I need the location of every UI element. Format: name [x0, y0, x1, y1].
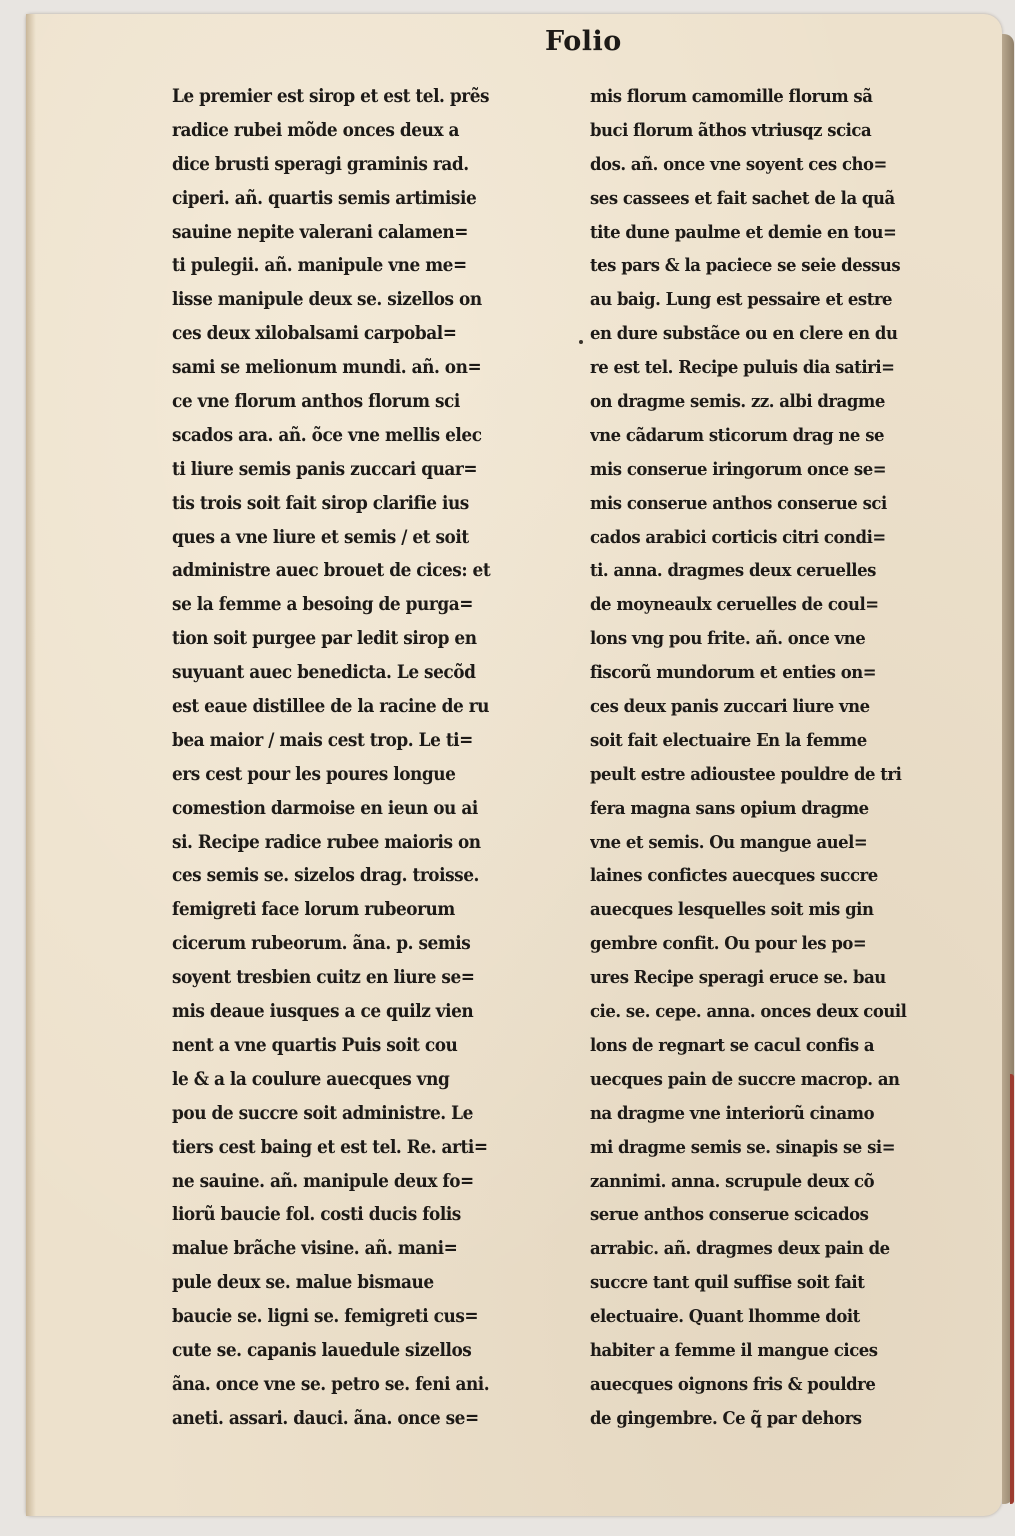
- column-dot: [579, 340, 583, 344]
- text-line: electuaire. Quant lhomme doit: [590, 1306, 860, 1328]
- text-line: ces deux panis zuccari liure vne: [590, 696, 870, 718]
- text-line: ses cassees et fait sachet de la quã: [590, 187, 895, 209]
- text-line: arrabic. añ. dragmes deux pain de: [590, 1238, 890, 1260]
- text-line: comestion darmoise en ieun ou ai: [172, 797, 478, 819]
- text-line: soit fait electuaire En la femme: [590, 729, 867, 751]
- text-line: est eaue distillee de la racine de ru: [172, 696, 489, 718]
- page-gutter-shadow: [26, 14, 36, 1516]
- text-line: dice brusti speragi graminis rad.: [172, 153, 469, 175]
- text-line: pou de succre soit administre. Le: [172, 1102, 473, 1124]
- text-line: vne et semis. Ou mangue auel=: [590, 831, 868, 853]
- text-line: ce vne florum anthos florum sci: [172, 391, 460, 413]
- text-line: aneti. assari. dauci. ãna. once se=: [172, 1407, 479, 1429]
- text-line: mis conserue iringorum once se=: [590, 458, 887, 480]
- text-line: pule deux se. malue bismaue: [172, 1272, 434, 1294]
- text-line: bea maior / mais cest trop. Le ti=: [172, 729, 473, 751]
- text-line: soyent tresbien cuitz en liure se=: [172, 967, 475, 989]
- text-line: buci florum ãthos vtriusqz scica: [590, 119, 872, 141]
- text-line: mis florum camomille florum sã: [590, 86, 873, 107]
- text-line: auecques lesquelles soit mis gin: [590, 899, 874, 921]
- text-line: re est tel. Recipe puluis dia satiri=: [590, 357, 895, 379]
- text-line: ti. anna. dragmes deux ceruelles: [590, 560, 876, 582]
- text-line: serue anthos conserue scicados: [590, 1204, 869, 1226]
- text-line: dos. añ. once vne soyent ces cho=: [590, 153, 887, 175]
- text-line: nent a vne quartis Puis soit cou: [172, 1034, 458, 1056]
- text-line: mi dragme semis se. sinapis se si=: [590, 1136, 896, 1158]
- text-line: cados arabici corticis citri condi=: [590, 526, 886, 548]
- text-line: malue brãche visine. añ. mani=: [172, 1238, 458, 1260]
- text-line: sami se melionum mundi. añ. on=: [172, 357, 482, 379]
- text-line: ãna. once vne se. petro se. feni ani.: [172, 1373, 490, 1395]
- text-line: cute se. capanis lauedule sizellos: [172, 1339, 472, 1361]
- text-line: ces semis se. sizelos drag. troisse.: [172, 865, 479, 887]
- text-line: tis trois soit fait sirop clarifie ius: [172, 492, 469, 514]
- text-line: au baig. Lung est pessaire et estre: [590, 289, 893, 311]
- text-line: mis conserue anthos conserue sci: [590, 492, 887, 514]
- right-text-column: [590, 80, 974, 1436]
- text-line: tite dune paulme et demie en tou=: [590, 221, 897, 243]
- text-line: gembre confit. Ou pour les po=: [590, 933, 867, 955]
- text-line: lons de regnart se cacul confis a: [590, 1034, 875, 1056]
- text-line: ne sauine. añ. manipule deux fo=: [172, 1170, 474, 1192]
- text-line: lons vng pou frite. añ. once vne: [590, 628, 866, 650]
- text-line: zannimi. anna. scrupule deux cõ: [590, 1170, 875, 1192]
- text-line: auecques oignons fris & pouldre: [590, 1373, 876, 1395]
- text-line: baucie se. ligni se. femigreti cus=: [172, 1306, 479, 1328]
- text-line: ti liure semis panis zuccari quar=: [172, 458, 478, 480]
- text-line: le & a la coulure auecques vng: [172, 1068, 450, 1090]
- text-line: ciperi. añ. quartis semis artimisie: [172, 187, 477, 209]
- text-line: tiers cest baing et est tel. Re. arti=: [172, 1136, 488, 1158]
- text-line: vne cãdarum sticorum drag ne se: [590, 424, 885, 446]
- folio-header: Folio: [545, 26, 622, 57]
- text-line: on dragme semis. zz. albi dragme: [590, 391, 885, 413]
- text-line: si. Recipe radice rubee maioris on: [172, 831, 481, 853]
- text-line: uecques pain de succre macrop. an: [590, 1068, 900, 1090]
- left-text-column: [172, 80, 577, 1436]
- text-line: en dure substãce ou en clere en du: [590, 323, 898, 345]
- text-line: cicerum rubeorum. ãna. p. semis: [172, 933, 471, 955]
- text-line: Le premier est sirop et est tel. prẽs: [172, 86, 490, 107]
- text-line: de gingembre. Ce q̃ par dehors: [590, 1407, 862, 1429]
- text-line: ces deux xilobalsami carpobal=: [172, 323, 457, 345]
- text-line: peult estre adioustee pouldre de tri: [590, 763, 902, 785]
- text-line: ers cest pour les poures longue: [172, 763, 456, 785]
- text-line: mis deaue iusques a ce quilz vien: [172, 1001, 474, 1023]
- text-line: suyuant auec benedicta. Le secõd: [172, 662, 476, 684]
- text-line: laines confictes auecques succre: [590, 865, 878, 887]
- text-line: femigreti face lorum rubeorum: [172, 899, 455, 921]
- text-line: lisse manipule deux se. sizellos on: [172, 289, 482, 311]
- red-page-edge: [1010, 1074, 1014, 1504]
- text-line: cie. se. cepe. anna. onces deux couil: [590, 1001, 907, 1023]
- text-line: liorũ baucie fol. costi ducis folis: [172, 1204, 461, 1226]
- text-line: se la femme a besoing de purga=: [172, 594, 473, 616]
- text-line: radice rubei mõde onces deux a: [172, 119, 460, 141]
- text-line: succre tant quil suffise soit fait: [590, 1272, 865, 1294]
- text-line: na dragme vne interiorũ cinamo: [590, 1102, 875, 1124]
- text-line: administre auec brouet de cices: et: [172, 560, 491, 582]
- text-line: scados ara. añ. õce vne mellis elec: [172, 424, 482, 446]
- text-line: tion soit purgee par ledit sirop en: [172, 628, 477, 650]
- text-line: ques a vne liure et semis / et soit: [172, 526, 469, 548]
- text-line: ures Recipe speragi eruce se. bau: [590, 967, 886, 989]
- text-line: fera magna sans opium dragme: [590, 797, 869, 819]
- text-line: fiscorũ mundorum et enties on=: [590, 662, 877, 684]
- text-line: ti pulegii. añ. manipule vne me=: [172, 255, 467, 277]
- text-line: tes pars & la paciece se seie dessus: [590, 255, 901, 277]
- text-line: habiter a femme il mangue cices: [590, 1339, 878, 1361]
- text-line: de moyneaulx ceruelles de coul=: [590, 594, 879, 616]
- text-line: sauine nepite valerani calamen=: [172, 221, 468, 243]
